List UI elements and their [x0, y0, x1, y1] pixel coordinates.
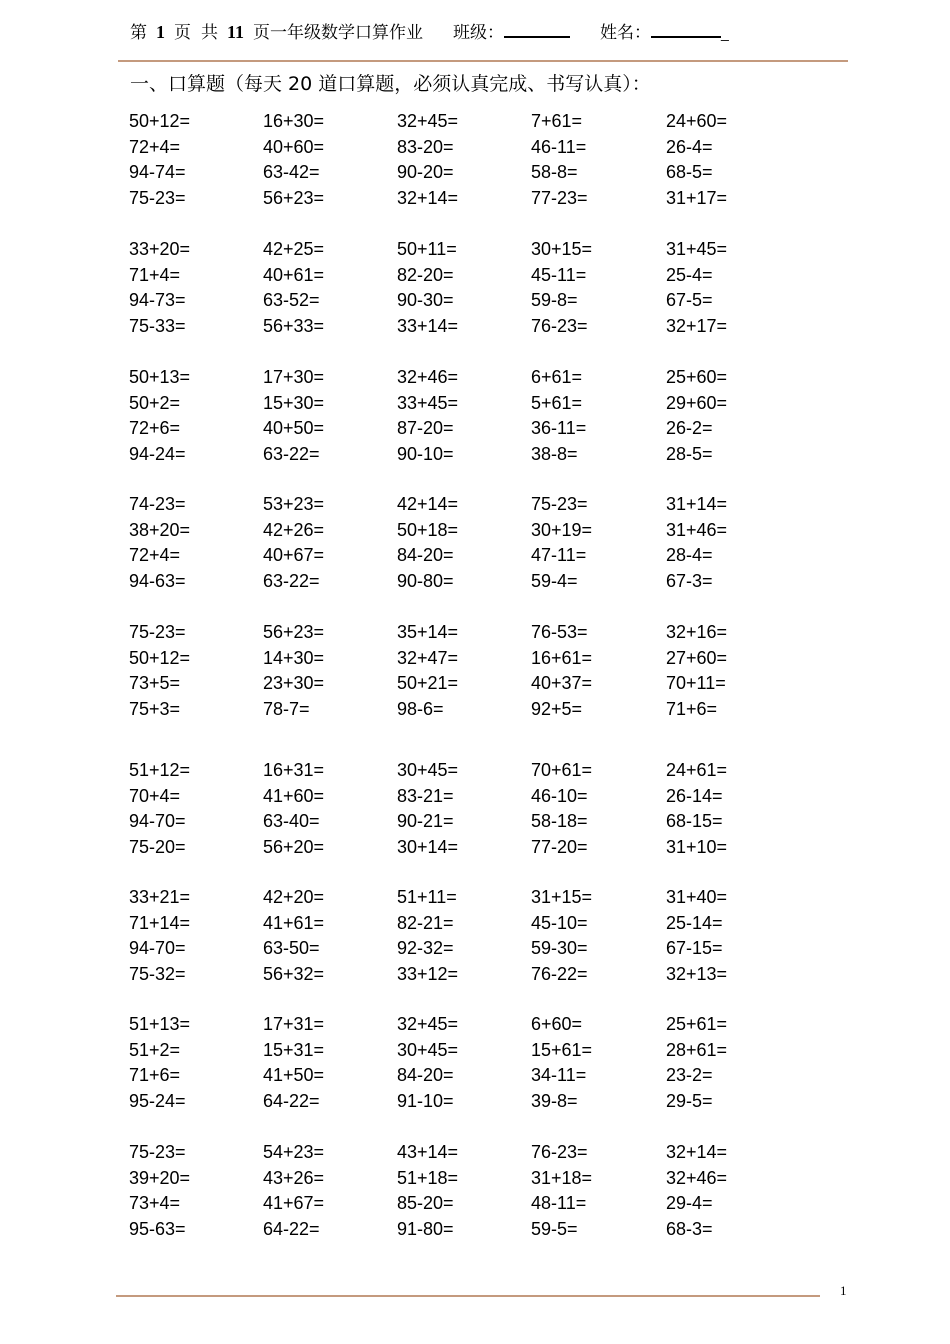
arithmetic-problem: 28-4=	[666, 545, 713, 566]
arithmetic-problem: 43+14=	[397, 1142, 459, 1162]
problem-row	[129, 1012, 829, 1038]
arithmetic-problem: 14+30=	[263, 647, 325, 668]
arithmetic-problem: 29-5=	[666, 1090, 713, 1111]
arithmetic-problem: 98-6=	[397, 698, 444, 719]
arithmetic-problem: 23-2=	[666, 1065, 713, 1086]
arithmetic-problem: 76-23=	[531, 1142, 588, 1162]
problem-row	[129, 885, 829, 911]
arithmetic-problem: 75-23=	[129, 187, 186, 208]
arithmetic-problem: 25-14=	[666, 912, 723, 933]
arithmetic-problem: 63-22=	[263, 443, 320, 464]
arithmetic-problem: 73+4=	[129, 1193, 181, 1214]
arithmetic-problem: 77-20=	[531, 836, 588, 857]
arithmetic-problem: 90-20=	[397, 162, 454, 183]
arithmetic-problem: 17+30=	[263, 367, 325, 387]
arithmetic-problem: 85-20=	[397, 1193, 454, 1214]
arithmetic-problem: 15+31=	[263, 1039, 325, 1060]
arithmetic-problem: 32+17=	[666, 315, 728, 336]
problem-row	[129, 314, 829, 340]
arithmetic-problem: 33+14=	[397, 315, 459, 336]
arithmetic-problem: 72+6=	[129, 418, 181, 439]
problem-row	[129, 135, 829, 161]
arithmetic-problem: 16+31=	[263, 760, 325, 780]
problem-row	[129, 442, 829, 468]
arithmetic-problem: 32+46=	[666, 1167, 728, 1188]
arithmetic-problem: 90-80=	[397, 570, 454, 591]
arithmetic-problem: 33+20=	[129, 239, 191, 259]
arithmetic-problem: 63-52=	[263, 290, 320, 311]
arithmetic-problem: 42+14=	[397, 494, 459, 514]
arithmetic-problem: 56+32=	[263, 963, 325, 984]
problem-group	[129, 109, 829, 211]
arithmetic-problem: 32+47=	[397, 647, 459, 668]
arithmetic-problem: 31+40=	[666, 887, 728, 907]
arithmetic-problem: 40+61=	[263, 264, 325, 285]
arithmetic-problem: 68-3=	[666, 1218, 713, 1239]
problem-row	[129, 365, 829, 391]
arithmetic-problem: 28-5=	[666, 443, 713, 464]
arithmetic-problem: 27+60=	[666, 647, 728, 668]
arithmetic-problem: 41+61=	[263, 912, 325, 933]
arithmetic-problem: 51+11=	[397, 887, 457, 907]
arithmetic-problem: 91-80=	[397, 1218, 454, 1239]
header-di: 第	[130, 23, 147, 43]
arithmetic-problem: 29+60=	[666, 392, 728, 413]
arithmetic-problem: 40+37=	[531, 673, 593, 694]
name-label: 姓名：	[600, 23, 652, 43]
problem-group	[129, 1140, 829, 1242]
arithmetic-problem: 45-10=	[531, 912, 588, 933]
arithmetic-problem: 31+18=	[531, 1167, 593, 1188]
arithmetic-problem: 51+12=	[129, 760, 191, 780]
arithmetic-problem: 48-11=	[531, 1193, 587, 1214]
arithmetic-problem: 75-20=	[129, 836, 186, 857]
arithmetic-problem: 16+61=	[531, 647, 593, 668]
arithmetic-problem: 50+2=	[129, 392, 181, 413]
arithmetic-problem: 46-11=	[531, 136, 587, 157]
arithmetic-problem: 51+18=	[397, 1167, 459, 1188]
problem-row	[129, 518, 829, 544]
arithmetic-problem: 64-22=	[263, 1090, 320, 1111]
arithmetic-problem: 42+26=	[263, 519, 325, 540]
arithmetic-problem: 90-21=	[397, 811, 454, 832]
arithmetic-problem: 58-18=	[531, 811, 588, 832]
arithmetic-problem: 50+12=	[129, 647, 191, 668]
arithmetic-problem: 32+16=	[666, 622, 728, 642]
arithmetic-problem: 47-11=	[531, 545, 587, 566]
arithmetic-problem: 76-22=	[531, 963, 588, 984]
arithmetic-problem: 36-11=	[531, 418, 587, 439]
arithmetic-problem: 50+13=	[129, 367, 191, 387]
arithmetic-problem: 59-8=	[531, 290, 578, 311]
problem-row	[129, 237, 829, 263]
arithmetic-problem: 82-20=	[397, 264, 454, 285]
problem-row	[129, 416, 829, 442]
problem-row	[129, 1063, 829, 1089]
arithmetic-problem: 83-20=	[397, 136, 454, 157]
arithmetic-problem: 38+20=	[129, 519, 191, 540]
problem-group	[129, 885, 829, 987]
arithmetic-problem: 53+23=	[263, 494, 325, 514]
current-page-number: 1	[156, 22, 165, 42]
arithmetic-problem: 33+45=	[397, 392, 459, 413]
arithmetic-problem: 75-23=	[531, 494, 588, 514]
problem-row	[129, 1089, 829, 1115]
problem-row	[129, 1166, 829, 1192]
arithmetic-problem: 23+30=	[263, 673, 325, 694]
arithmetic-problem: 50+21=	[397, 673, 459, 694]
problem-row	[129, 186, 829, 212]
arithmetic-problem: 33+21=	[129, 887, 191, 907]
arithmetic-problem: 31+10=	[666, 836, 728, 857]
worksheet-title: 页一年级数学口算作业	[253, 23, 424, 43]
arithmetic-problem: 42+25=	[263, 239, 325, 259]
problem-group	[129, 237, 829, 339]
arithmetic-problem: 30+14=	[397, 836, 459, 857]
problem-row	[129, 758, 829, 784]
arithmetic-problem: 40+60=	[263, 136, 325, 157]
problem-row	[129, 1217, 829, 1243]
arithmetic-problem: 31+45=	[666, 239, 728, 259]
arithmetic-problem: 94-63=	[129, 570, 186, 591]
problem-row	[129, 646, 829, 672]
arithmetic-problem: 58-8=	[531, 162, 578, 183]
problem-row	[129, 492, 829, 518]
problem-row	[129, 620, 829, 646]
arithmetic-problem: 17+31=	[263, 1014, 325, 1034]
section-title: 一、口算题（每天 20 道口算题，必须认真完成、书写认真）：	[130, 73, 651, 95]
problem-row	[129, 835, 829, 861]
problem-row	[129, 160, 829, 186]
arithmetic-problem: 39-8=	[531, 1090, 578, 1111]
arithmetic-problem: 41+67=	[263, 1193, 325, 1214]
arithmetic-problem: 38-8=	[531, 443, 578, 464]
problem-group	[129, 620, 829, 722]
arithmetic-problem: 26-14=	[666, 785, 723, 806]
arithmetic-problem: 7+61=	[531, 111, 583, 131]
arithmetic-problem: 6+60=	[531, 1014, 583, 1034]
arithmetic-problem: 43+26=	[263, 1167, 325, 1188]
footer-page-number: 1	[840, 1283, 847, 1298]
arithmetic-problem: 75+3=	[129, 698, 181, 719]
arithmetic-problem: 30+45=	[397, 760, 459, 780]
arithmetic-problem: 40+50=	[263, 418, 325, 439]
arithmetic-problem: 59-5=	[531, 1218, 578, 1239]
arithmetic-problem: 76-53=	[531, 622, 588, 642]
arithmetic-problem: 63-50=	[263, 938, 320, 959]
problem-group	[129, 492, 829, 594]
arithmetic-problem: 34-11=	[531, 1065, 587, 1086]
problem-row	[129, 569, 829, 595]
arithmetic-problem: 95-24=	[129, 1090, 186, 1111]
arithmetic-problem: 32+13=	[666, 963, 728, 984]
arithmetic-problem: 28+61=	[666, 1039, 728, 1060]
arithmetic-problem: 84-20=	[397, 545, 454, 566]
arithmetic-problem: 70+61=	[531, 760, 593, 780]
arithmetic-problem: 71+14=	[129, 912, 191, 933]
problem-row	[129, 671, 829, 697]
problem-row	[129, 1140, 829, 1166]
arithmetic-problem: 16+30=	[263, 111, 325, 131]
arithmetic-problem: 32+45=	[397, 111, 459, 131]
arithmetic-problem: 32+14=	[397, 187, 459, 208]
arithmetic-problem: 24+60=	[666, 111, 728, 131]
arithmetic-problem: 50+18=	[397, 519, 459, 540]
arithmetic-problem: 31+46=	[666, 519, 728, 540]
arithmetic-problem: 75-32=	[129, 963, 186, 984]
arithmetic-problem: 32+45=	[397, 1014, 459, 1034]
arithmetic-problem: 75-23=	[129, 622, 186, 642]
arithmetic-problem: 83-21=	[397, 785, 454, 806]
arithmetic-problem: 30+15=	[531, 239, 593, 259]
arithmetic-problem: 67-3=	[666, 570, 713, 591]
arithmetic-problem: 29-4=	[666, 1193, 713, 1214]
arithmetic-problem: 32+14=	[666, 1142, 728, 1162]
arithmetic-problem: 77-23=	[531, 187, 588, 208]
arithmetic-problem: 30+19=	[531, 519, 593, 540]
arithmetic-problem: 50+12=	[129, 111, 191, 131]
arithmetic-problem: 95-63=	[129, 1218, 186, 1239]
arithmetic-problem: 91-10=	[397, 1090, 454, 1111]
arithmetic-problem: 46-10=	[531, 785, 588, 806]
arithmetic-problem: 72+4=	[129, 545, 181, 566]
problem-row	[129, 263, 829, 289]
problem-row	[129, 109, 829, 135]
arithmetic-problem: 42+20=	[263, 887, 325, 907]
footer-divider	[116, 1295, 820, 1297]
arithmetic-problem: 31+14=	[666, 494, 728, 514]
arithmetic-problem: 84-20=	[397, 1065, 454, 1086]
arithmetic-problem: 32+46=	[397, 367, 459, 387]
arithmetic-problem: 68-5=	[666, 162, 713, 183]
problem-row	[129, 697, 829, 723]
problem-row	[129, 1191, 829, 1217]
arithmetic-problem: 82-21=	[397, 912, 454, 933]
arithmetic-problem: 94-70=	[129, 811, 186, 832]
arithmetic-problem: 72+4=	[129, 136, 181, 157]
class-label: 班级：	[453, 23, 505, 43]
problem-row	[129, 936, 829, 962]
arithmetic-problem: 71+6=	[666, 698, 718, 719]
arithmetic-problem: 40+67=	[263, 545, 325, 566]
arithmetic-problem: 90-30=	[397, 290, 454, 311]
problem-row	[129, 543, 829, 569]
header-ye: 页	[174, 23, 191, 43]
total-pages: 11	[227, 22, 245, 42]
arithmetic-problem: 74-23=	[129, 494, 186, 514]
arithmetic-problem: 90-10=	[397, 443, 454, 464]
arithmetic-problem: 56+20=	[263, 836, 325, 857]
problem-row	[129, 288, 829, 314]
arithmetic-problem: 71+6=	[129, 1065, 181, 1086]
arithmetic-problem: 75-23=	[129, 1142, 186, 1162]
problem-row	[129, 784, 829, 810]
arithmetic-problem: 56+33=	[263, 315, 325, 336]
arithmetic-problem: 67-5=	[666, 290, 713, 311]
arithmetic-problem: 71+4=	[129, 264, 181, 285]
arithmetic-problem: 68-15=	[666, 811, 723, 832]
arithmetic-problem: 59-4=	[531, 570, 578, 591]
arithmetic-problem: 51+13=	[129, 1014, 191, 1034]
problem-row	[129, 391, 829, 417]
header-gong: 共	[201, 23, 218, 43]
arithmetic-problem: 41+50=	[263, 1065, 325, 1086]
arithmetic-problem: 5+61=	[531, 392, 583, 413]
arithmetic-problem: 15+30=	[263, 392, 325, 413]
arithmetic-problem: 56+23=	[263, 187, 325, 208]
problem-row	[129, 911, 829, 937]
arithmetic-problem: 33+12=	[397, 963, 459, 984]
arithmetic-problem: 59-30=	[531, 938, 588, 959]
arithmetic-problem: 31+17=	[666, 187, 728, 208]
arithmetic-problem: 92+5=	[531, 698, 583, 719]
arithmetic-problem: 26-4=	[666, 136, 713, 157]
arithmetic-problem: 94-74=	[129, 162, 186, 183]
problem-group	[129, 365, 829, 467]
arithmetic-problem: 54+23=	[263, 1142, 325, 1162]
arithmetic-problem: 25+61=	[666, 1014, 728, 1034]
arithmetic-problem: 25+60=	[666, 367, 728, 387]
arithmetic-problem: 56+23=	[263, 622, 325, 642]
arithmetic-problem: 92-32=	[397, 938, 454, 959]
arithmetic-problem: 26-2=	[666, 418, 713, 439]
arithmetic-problem: 51+2=	[129, 1039, 181, 1060]
arithmetic-problem: 76-23=	[531, 315, 588, 336]
problem-row	[129, 962, 829, 988]
arithmetic-problem: 75-33=	[129, 315, 186, 336]
problem-group	[129, 758, 829, 860]
arithmetic-problem: 6+61=	[531, 367, 583, 387]
arithmetic-problem: 63-42=	[263, 162, 320, 183]
arithmetic-problem: 70+4=	[129, 785, 181, 806]
arithmetic-problem: 73+5=	[129, 673, 181, 694]
arithmetic-problem: 78-7=	[263, 698, 310, 719]
arithmetic-problem: 63-40=	[263, 811, 320, 832]
arithmetic-problem: 24+61=	[666, 760, 728, 780]
name-blank-tail: _	[721, 25, 729, 41]
arithmetic-problem: 94-73=	[129, 290, 186, 311]
problem-row	[129, 1038, 829, 1064]
arithmetic-problem: 41+60=	[263, 785, 325, 806]
arithmetic-problem: 35+14=	[397, 622, 459, 642]
arithmetic-problem: 94-24=	[129, 443, 186, 464]
problem-row	[129, 809, 829, 835]
arithmetic-problem: 70+11=	[666, 673, 726, 694]
arithmetic-problem: 25-4=	[666, 264, 713, 285]
arithmetic-problem: 87-20=	[397, 418, 454, 439]
arithmetic-problem: 67-15=	[666, 938, 723, 959]
problem-group	[129, 1012, 829, 1114]
arithmetic-problem: 31+15=	[531, 887, 593, 907]
arithmetic-problem: 63-22=	[263, 570, 320, 591]
arithmetic-problem: 50+11=	[397, 239, 457, 259]
arithmetic-problem: 64-22=	[263, 1218, 320, 1239]
arithmetic-problem: 45-11=	[531, 264, 587, 285]
arithmetic-problem: 30+45=	[397, 1039, 459, 1060]
arithmetic-problem: 94-70=	[129, 938, 186, 959]
arithmetic-problem: 39+20=	[129, 1167, 191, 1188]
arithmetic-problem: 15+61=	[531, 1039, 593, 1060]
